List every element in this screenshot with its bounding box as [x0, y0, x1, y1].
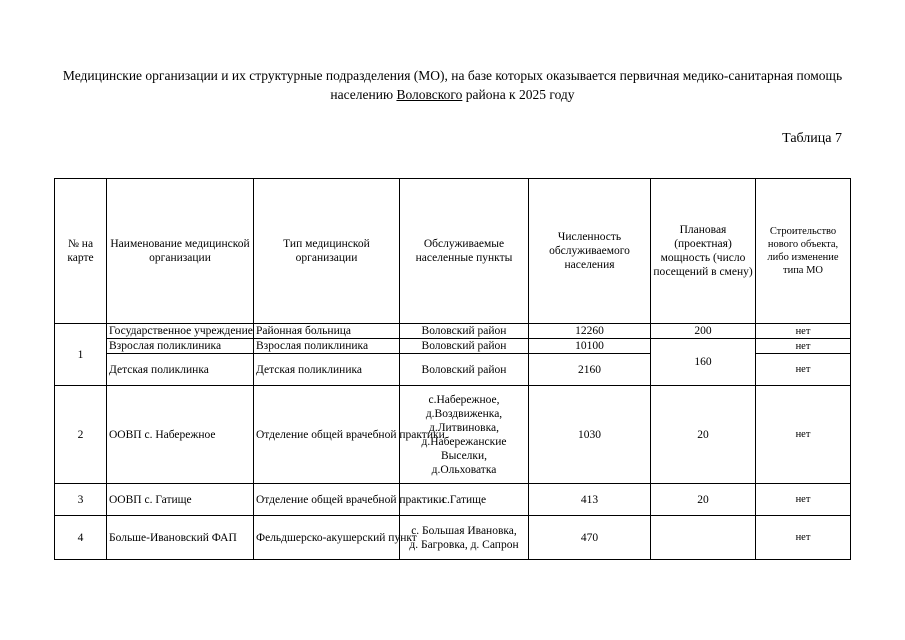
served-places: [400, 516, 529, 560]
org-name: ООВП с. Гатище: [107, 484, 254, 516]
construction: нет: [756, 339, 851, 354]
place-line: д.Воздвиженка,: [425, 407, 503, 420]
served-places: Воловский район: [400, 339, 529, 354]
table-row: [55, 484, 851, 516]
table-number: Таблица 7: [782, 131, 842, 146]
place-line: с. Большая Ивановка,: [411, 524, 517, 537]
header-construction: Строительство нового объекта, либо изменение типа МО: [756, 179, 851, 324]
served-places: с.Гатище: [400, 484, 529, 516]
row-num: 2: [55, 386, 107, 484]
construction: нет: [756, 386, 851, 484]
org-type: Детская поликлиника: [254, 354, 400, 386]
org-name: Государственное учреждение: [107, 324, 254, 339]
capacity: 160: [651, 339, 756, 386]
org-name: ООВП с. Набережное: [107, 386, 254, 484]
header-places: Обслуживаемые населенные пункты: [400, 179, 529, 324]
construction: нет: [756, 354, 851, 386]
org-type: Отделение общей врачебной практики: [254, 386, 400, 484]
table-row: [55, 386, 851, 484]
header-num: № на карте: [55, 179, 107, 324]
place-line: д.Литвиновка,: [428, 421, 500, 434]
title-district: Воловского: [396, 87, 463, 102]
place-line: д.Ольховатка: [431, 463, 497, 476]
row-num: 4: [55, 516, 107, 560]
header-capacity: Плановая (проектная) мощность (число посещений в смену): [651, 179, 756, 324]
title-part2: района к 2025 году: [462, 87, 575, 102]
row-num: 3: [55, 484, 107, 516]
header-row: [55, 179, 851, 324]
org-type: Фельдшерско-акушерский пункт: [254, 516, 400, 560]
capacity: 20: [651, 386, 756, 484]
place-line: д. Багровка, д. Сапрон: [409, 538, 519, 551]
capacity: 20: [651, 484, 756, 516]
header-type: Тип медицинской организации: [254, 179, 400, 324]
table-row: [55, 516, 851, 560]
header-name: Наименование медицинской организации: [107, 179, 254, 324]
construction: нет: [756, 484, 851, 516]
place-line: Выселки,: [440, 449, 488, 462]
population: 10100: [529, 339, 651, 354]
place-line: с.Набережное,: [428, 393, 500, 406]
construction: нет: [756, 516, 851, 560]
medical-organizations-table: [54, 178, 851, 560]
table-row: [55, 339, 851, 354]
population: 470: [529, 516, 651, 560]
population: 413: [529, 484, 651, 516]
population: 12260: [529, 324, 651, 339]
org-type: Районная больница: [254, 324, 400, 339]
org-name: Взрослая поликлиника: [107, 339, 254, 354]
org-name: Больше-Ивановский ФАП: [107, 516, 254, 560]
served-places: Воловский район: [400, 354, 529, 386]
construction: нет: [756, 324, 851, 339]
org-type: Взрослая поликлиника: [254, 339, 400, 354]
table-row: [55, 324, 851, 339]
population: 1030: [529, 386, 651, 484]
document-title: [60, 66, 845, 104]
population: 2160: [529, 354, 651, 386]
org-type: Отделение общей врачебной практики: [254, 484, 400, 516]
served-places: Воловский район: [400, 324, 529, 339]
header-population: Численность обслуживаемого населения: [529, 179, 651, 324]
capacity: [651, 516, 756, 560]
place-line: д.Набережанские: [421, 435, 507, 448]
capacity: 200: [651, 324, 756, 339]
org-name: Детская поликлинка: [107, 354, 254, 386]
title-part1: Медицинские организации и их структурные подразделения (МО), на базе которых оказывается первичная медико-санитарная помощь населению: [62, 68, 843, 102]
row-num: 1: [55, 324, 107, 386]
